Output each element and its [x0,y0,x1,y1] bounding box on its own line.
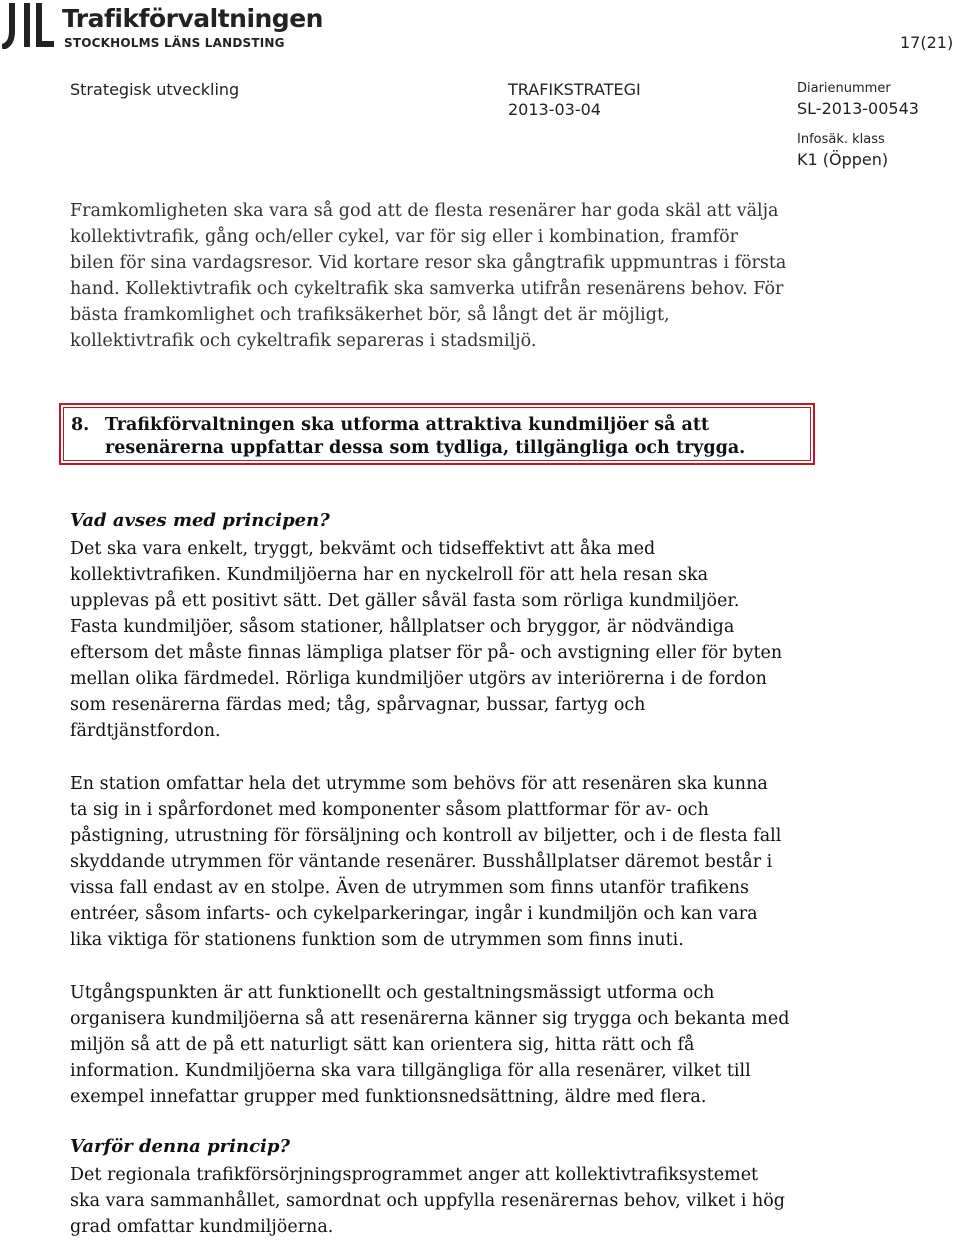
text-line: kollektivtrafiken. Kundmiljöerna har en nyckelroll för att hela resan ska [70,565,709,585]
principle-number: 8. [71,415,90,435]
subheading-what: Vad avses med principen? [70,510,330,531]
paragraph-reason [70,1162,810,1240]
registration-label: Diarienummer [797,81,891,96]
text-line: Framkomligheten ska vara så god att de flesta resenärer har goda skäl att välja [70,201,779,221]
sll-logo-icon [2,3,56,49]
text-line: eftersom det måste finnas lämpliga platser för på- och avstigning eller för byten [70,643,783,663]
text-line: bästa framkomlighet och trafiksäkerhet bör, så långt det är möjligt, [70,305,670,325]
principle-statement [105,414,745,460]
text-line: påstigning, utrustning för försäljning och kontroll av biljetter, och i de flesta fall [70,826,782,846]
text-line: kollektivtrafik, gång och/eller cykel, var för sig eller i kombination, framför [70,227,738,247]
text-line: Fasta kundmiljöer, såsom stationer, hållplatser och bryggor, är nödvändiga [70,617,735,637]
classification: K1 (Öppen) [797,150,889,169]
text-line: bilen för sina vardagsresor. Vid kortare resor ska gångtrafik uppmuntras i första [70,253,787,273]
header-logo [0,0,330,52]
text-line: kollektivtrafik och cykeltrafik separeras i stadsmiljö. [70,331,537,351]
text-line: lika viktiga för stationens funktion som de utrymmen som finns inuti. [70,930,684,950]
text-line: ta sig in i spårfordonet med komponenter såsom plattformar för av- och [70,800,709,820]
text-line: organisera kundmiljöerna så att resenärerna känner sig trygga och bekanta med [70,1009,790,1029]
text-line: Utgångspunkten är att funktionellt och gestaltningsmässigt utforma och [70,983,715,1003]
text-line: entréer, såsom infarts- och cykelparkeringar, ingår i kundmiljön och kan vara [70,904,758,924]
document-date: 2013-03-04 [508,100,601,119]
org-subtitle: STOCKHOLMS LÄNS LANDSTING [64,36,285,50]
text-line: grad omfattar kundmiljöerna. [70,1217,334,1237]
text-line: som resenärerna färdas med; tåg, spårvagnar, bussar, fartyg och [70,695,646,715]
paragraph-meaning [70,536,810,744]
text-line: resenärerna uppfattar dessa som tydliga, tillgängliga och trygga. [105,438,746,458]
text-line: vissa fall endast av en stolpe. Även de utrymmen som finns utanför trafikens [70,878,750,898]
registration-number: SL-2013-00543 [797,99,919,118]
text-line: hand. Kollektivtrafik och cykeltrafik ska samverka utifrån resenärens behov. För [70,279,784,299]
text-line: Det regionala trafikförsörjningsprogrammet anger att kollektivtrafiksystemet [70,1165,759,1185]
text-line: miljön så att de på ett naturligt sätt kan orientera sig, hitta rätt och få [70,1035,695,1055]
text-line: Trafikförvaltningen ska utforma attraktiva kundmiljöer så att [105,415,710,435]
intro-paragraph [70,198,810,354]
paragraph-station [70,771,810,953]
document-title: TRAFIKSTRATEGI [508,80,641,99]
text-line: ska vara sammanhållet, samordnat och uppfylla resenärernas behov, vilket i hög [70,1191,785,1211]
text-line: upplevas på ett positivt sätt. Det gäller såväl fasta som rörliga kundmiljöer. [70,591,740,611]
principle-box [59,403,815,465]
text-line: färdtjänstfordon. [70,721,221,741]
text-line: mellan olika färdmedel. Rörliga kundmiljöer utgörs av interiörerna i de fordon [70,669,767,689]
classification-label: Infosäk. klass [797,132,885,147]
org-name: Trafikförvaltningen [62,4,323,33]
page-number: 17(21) [900,33,954,52]
text-line: En station omfattar hela det utrymme som behövs för att resenären ska kunna [70,774,768,794]
paragraph-starting-point [70,980,810,1110]
text-line: Det ska vara enkelt, tryggt, bekvämt och tidseffektivt att åka med [70,539,656,559]
department: Strategisk utveckling [70,80,240,99]
subheading-why: Varför denna princip? [70,1136,291,1157]
text-line: skyddande utrymmen för väntande resenärer. Busshållplatser däremot består i [70,852,773,872]
text-line: information. Kundmiljöerna ska vara tillgängliga för alla resenärer, vilket till [70,1061,751,1081]
text-line: exempel innefattar grupper med funktionsnedsättning, äldre med flera. [70,1087,707,1107]
